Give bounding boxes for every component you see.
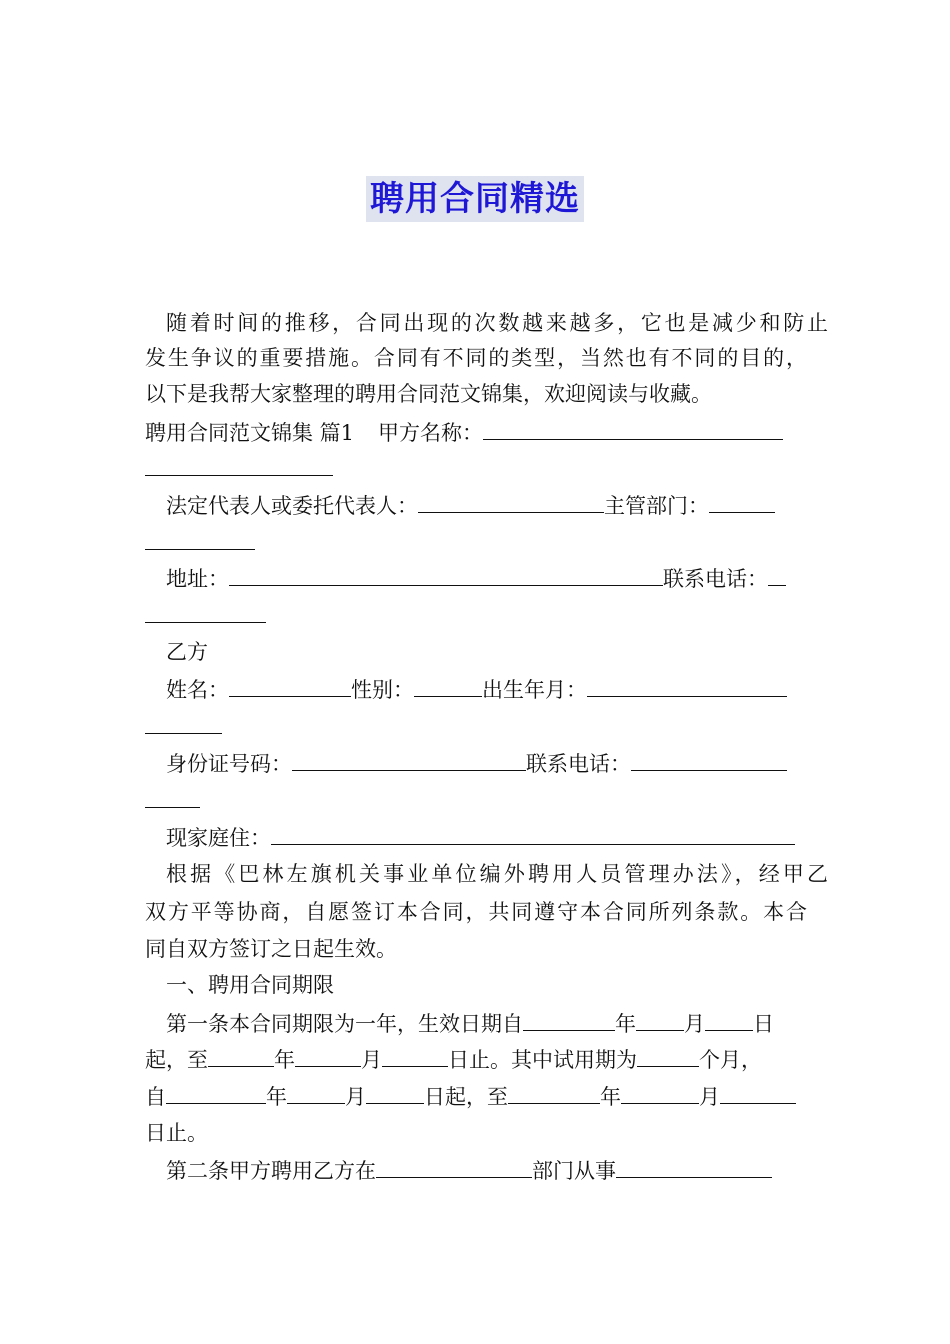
- article1-trial-start-year-field[interactable]: [166, 1081, 266, 1104]
- party-b-id-label: 身份证号码：: [166, 752, 292, 776]
- party-b-id-field[interactable]: [292, 748, 526, 771]
- party-a-name-cont: [145, 453, 807, 484]
- article1-line-4: 日止。: [145, 1121, 208, 1145]
- party-b-birth-field[interactable]: [587, 674, 787, 697]
- article1-text-1: 第一条本合同期限为一年，生效日期自: [166, 1012, 523, 1036]
- party-b-name-field[interactable]: [229, 674, 351, 697]
- article1-line-3: [145, 1081, 807, 1112]
- article1-month-2: 月: [361, 1048, 382, 1072]
- section1-line: [145, 417, 807, 448]
- article1-line-1: [145, 1008, 828, 1039]
- chapter1-heading: 一、聘用合同期限: [166, 973, 334, 997]
- section1-heading: 聘用合同范文锦集 篇1: [145, 421, 355, 445]
- article1-month-1: 月: [684, 1012, 705, 1036]
- article1-months-unit: 个月，: [699, 1048, 762, 1072]
- article1-year-1: 年: [615, 1012, 636, 1036]
- party-a-phone-cont: [145, 600, 807, 631]
- party-b-name-label: 姓名：: [166, 678, 229, 702]
- basis-line-1: 根据《巴林左旗机关事业单位编外聘用人员管理办法》，经甲乙: [166, 862, 828, 886]
- party-a-phone-field-cont[interactable]: [145, 600, 266, 623]
- party-b-name-line: [145, 674, 828, 705]
- party-b-phone-field[interactable]: [631, 748, 787, 771]
- intro-line-1: 随着时间的推移，合同出现的次数越来越多，它也是减少和防止: [166, 311, 828, 335]
- document-title: 聘用合同精选: [366, 176, 584, 222]
- article1-trial-start-day-field[interactable]: [366, 1081, 424, 1104]
- party-a-rep-line: [145, 490, 828, 521]
- party-b-residence-label: 现家庭住：: [166, 826, 271, 850]
- party-a-name-field[interactable]: [483, 417, 783, 440]
- party-a-address-field[interactable]: [229, 563, 663, 586]
- party-a-address-line: [145, 563, 828, 594]
- party-b-birth-field-cont[interactable]: [145, 711, 222, 734]
- article1-ri-qi-zhi: 日起，至: [424, 1085, 508, 1109]
- article1-trial-end-month-field[interactable]: [621, 1081, 699, 1104]
- party-a-name-field-cont[interactable]: [145, 453, 333, 476]
- party-b-residence-line: [145, 822, 828, 853]
- article1-end-month-field[interactable]: [295, 1044, 361, 1067]
- article2-text-2: 部门从事: [532, 1159, 616, 1183]
- party-b-gender-label: 性别：: [351, 678, 414, 702]
- article1-end-year-field[interactable]: [208, 1044, 274, 1067]
- party-b-gender-field[interactable]: [414, 674, 482, 697]
- party-a-dept-cont: [145, 527, 807, 558]
- article2-position-field[interactable]: [616, 1155, 772, 1178]
- party-b-heading: 乙方: [166, 640, 208, 664]
- party-b-phone-cont: [145, 785, 807, 816]
- article1-trial-start-month-field[interactable]: [287, 1081, 345, 1104]
- basis-line-2: 双方平等协商，自愿签订本合同，共同遵守本合同所列条款。本合: [145, 900, 807, 924]
- party-a-phone-label: 联系电话：: [663, 567, 768, 591]
- article2-text-1: 第二条甲方聘用乙方在: [166, 1159, 376, 1183]
- party-b-birth-label: 出生年月：: [482, 678, 587, 702]
- article1-month-4: 月: [699, 1085, 720, 1109]
- party-a-dept-field-cont[interactable]: [145, 527, 255, 550]
- party-a-phone-field[interactable]: [768, 563, 786, 586]
- party-b-phone-field-cont[interactable]: [145, 785, 200, 808]
- party-b-phone-label: 联系电话：: [526, 752, 631, 776]
- article1-qi-zhi: 起，至: [145, 1048, 208, 1072]
- party-a-name-label: 甲方名称：: [378, 421, 484, 445]
- party-a-rep-label: 法定代表人或委托代表人：: [166, 494, 418, 518]
- article1-month-3: 月: [345, 1085, 366, 1109]
- article1-trial-months-field[interactable]: [637, 1044, 699, 1067]
- article2-department-field[interactable]: [376, 1155, 532, 1178]
- party-b-residence-field[interactable]: [271, 822, 795, 845]
- article1-year-2: 年: [274, 1048, 295, 1072]
- party-a-dept-label: 主管部门：: [604, 494, 709, 518]
- article1-zi: 自: [145, 1085, 166, 1109]
- article1-line-2: [145, 1044, 807, 1075]
- article1-ri-zhi: 日止。其中试用期为: [448, 1048, 637, 1072]
- article1-year-4: 年: [600, 1085, 621, 1109]
- intro-line-2: 发生争议的重要措施。合同有不同的类型，当然也有不同的目的，: [145, 346, 807, 370]
- article1-start-year-field[interactable]: [523, 1008, 615, 1031]
- intro-line-3: 以下是我帮大家整理的聘用合同范文锦集，欢迎阅读与收藏。: [145, 382, 712, 406]
- article1-trial-end-year-field[interactable]: [508, 1081, 600, 1104]
- article1-end-day-field[interactable]: [382, 1044, 448, 1067]
- party-b-id-line: [145, 748, 828, 779]
- basis-line-3: 同自双方签订之日起生效。: [145, 937, 397, 961]
- party-a-rep-field[interactable]: [418, 490, 604, 513]
- article2-line-1: [145, 1155, 828, 1186]
- title-container: [0, 176, 950, 222]
- party-a-address-label: 地址：: [166, 567, 229, 591]
- article1-trial-end-day-field[interactable]: [720, 1081, 796, 1104]
- party-b-birth-cont: [145, 711, 807, 742]
- article1-year-3: 年: [266, 1085, 287, 1109]
- article1-start-month-field[interactable]: [636, 1008, 684, 1031]
- article1-day-1: 日: [753, 1012, 774, 1036]
- party-a-dept-field[interactable]: [709, 490, 775, 513]
- article1-start-day-field[interactable]: [705, 1008, 753, 1031]
